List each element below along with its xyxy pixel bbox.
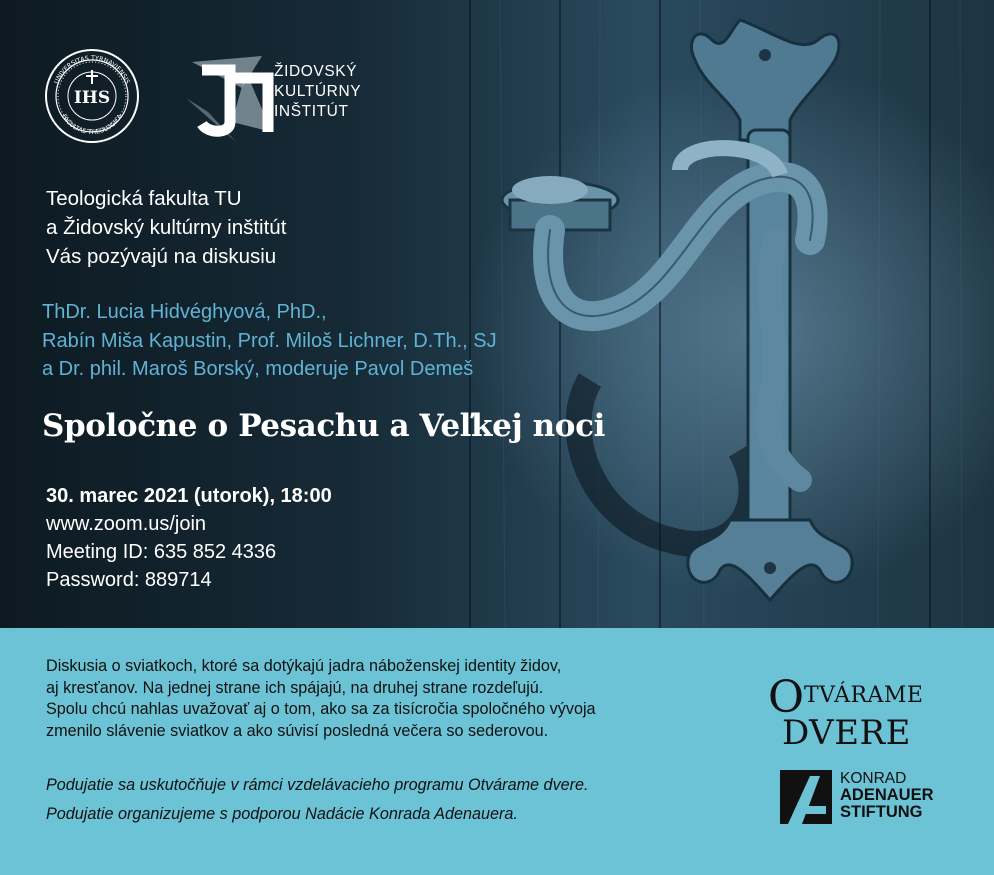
institute-name-line: ŽIDOVSKÝ [274, 63, 358, 80]
svg-text:FACULTAS THEOLOGICA: FACULTAS THEOLOGICA [60, 113, 124, 137]
kas-line: STIFTUNG [840, 803, 923, 821]
note-line: Podujatie organizujeme s podporou Nadácie Konrada Adenauera. [46, 805, 518, 823]
dvere-word: DVERE [782, 713, 911, 752]
invitation-text [46, 184, 286, 271]
kas-line: ADENAUER [840, 786, 934, 804]
kas-line: KONRAD [840, 770, 907, 787]
kas-name [840, 770, 934, 821]
institute-name [274, 62, 361, 122]
otvarame-rest: TVÁRAME [804, 683, 924, 708]
meeting-password: Password: 889714 [46, 569, 212, 591]
invitation-line: Vás pozývajú na diskusiu [46, 245, 277, 268]
footer-panel [0, 628, 994, 875]
note-line: Podujatie sa uskutočňuje v rámci vzdelávacieho programu Otvárame dvere. [46, 776, 589, 794]
svg-text:IHS: IHS [73, 88, 111, 108]
zki-logo-icon [172, 52, 284, 144]
event-title: Spoločne o Pesachu a Veľkej noci [42, 408, 605, 444]
speakers-line: a Dr. phil. Maroš Borský, moderuje Pavol Demeš [42, 358, 474, 380]
kas-logo-icon [780, 770, 832, 824]
description-line: Diskusia o sviatkoch, ktoré sa dotýkajú jadra náboženskej identity židov, [46, 657, 562, 675]
event-description [46, 656, 726, 742]
kas-logo [780, 770, 970, 830]
university-seal-icon [44, 48, 140, 144]
invitation-line: a Židovský kultúrny inštitút [46, 216, 287, 239]
speakers-line: ThDr. Lucia Hidvéghyová, PhD., [42, 301, 327, 323]
door-knocker-image [440, 0, 994, 628]
invitation-line: Teologická fakulta TU [46, 187, 242, 210]
description-line: Spolu chcú nahlas uvažovať aj o tom, ako sa za tisícročia spoločného vývoja [46, 700, 596, 718]
description-line: aj kresťanov. Na jednej strane ich spájajú, na druhej strane rozdeľujú. [46, 678, 544, 697]
speakers-list [42, 298, 497, 384]
otvarame-dvere-logo [768, 672, 958, 752]
event-date: 30. marec 2021 (utorok), 18:00 [46, 485, 332, 507]
svg-text:UNIVERSITAS TYRNAVIENSIS: UNIVERSITAS TYRNAVIENSIS [53, 54, 131, 85]
meeting-link[interactable]: www.zoom.us/join [46, 513, 207, 535]
institute-name-line: INŠTITÚT [274, 103, 349, 120]
otvarame-initial: O [768, 672, 805, 723]
description-line: zmenilo slávenie sviatkov a ako súvisí posledná večera so sederovou. [46, 721, 549, 740]
event-notes [46, 771, 589, 829]
institute-name-line: KULTÚRNY [274, 83, 362, 100]
meeting-id: Meeting ID: 635 852 4336 [46, 541, 277, 563]
event-details [46, 482, 332, 594]
speakers-line: Rabín Miša Kapustin, Prof. Miloš Lichner, D.Th., SJ [42, 329, 497, 352]
